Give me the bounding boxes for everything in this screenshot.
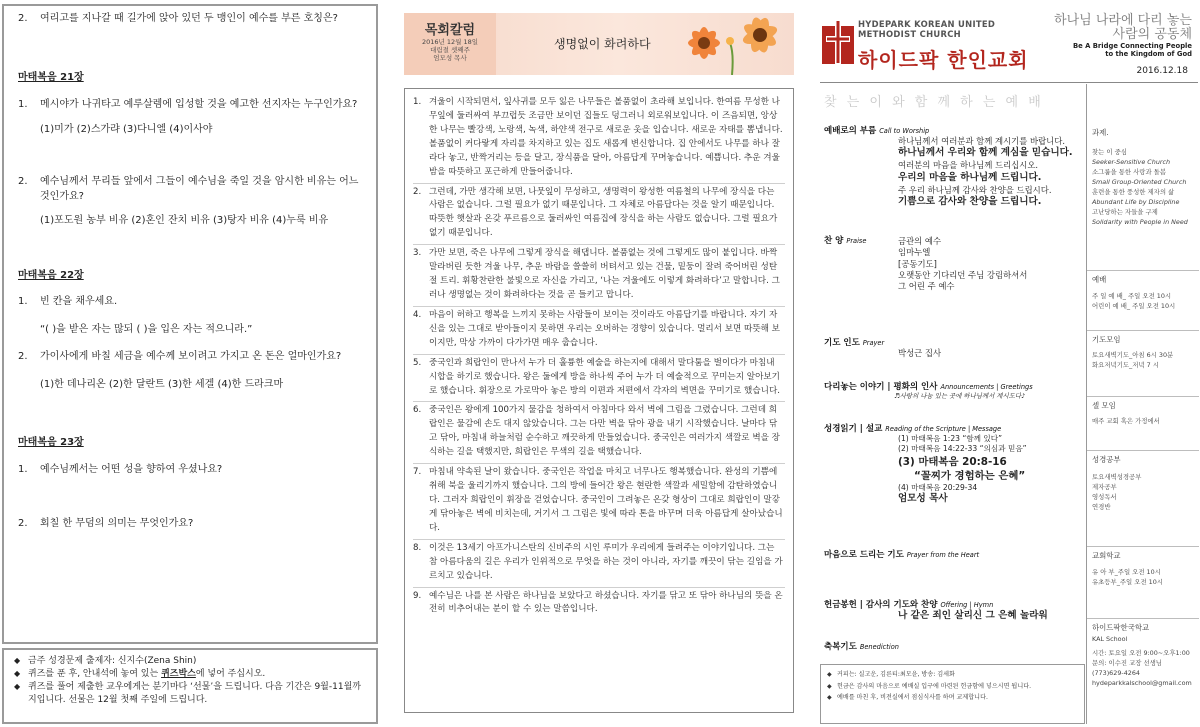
column-header (404, 13, 794, 75)
note-item: ◆ 퀴즈를 풀어 제출한 교우에게는 분기마다 ‘선물’을 드립니다. 다음 기간은 9월-11월까지입니다. 선물은 12월 첫째 주일에 드립니다. (14, 681, 366, 707)
scripture-message: 성경읽기 | 설교 Reading of the Scripture | Message (1) 마태복음 1:23 “함께 있다” (2) 마태복음 14:22-33 “의심과 믿음” (3) 마태복음 20:8-16 “꼴찌가 경험하는 은혜” (4) 마태복음 20:29-34 엄모성 목사 (824, 424, 1027, 504)
question-text: 여리고를 지나갈 때 길가에 앉아 있던 두 맹인이 예수를 부른 호칭은? (40, 13, 338, 24)
column-body (404, 88, 794, 713)
quiz-section-title: 마태복음 22장 (18, 269, 84, 281)
column-paragraph: 9. 예수님은 나를 본 사람은 하나님을 보았다고 하셨습니다. 자기를 닦고 또 닦아 하나님의 뜻을 온전히 비추어내는 분이 할 수 있는 말씀입니다. (413, 590, 783, 615)
column-author: 엄모성 목사 (433, 54, 467, 63)
flower-decoration-icon (672, 13, 790, 75)
quiz-question (18, 12, 362, 27)
quiz-section-title: 마태복음 23장 (18, 437, 84, 448)
column-paragraph: 3. 가만 보면, 죽은 나무에 그렇게 장식을 해댑니다. 볼품없는 것에 그렇게도 많이 붙입니다. 바짝 말라버린 듯한 겨울 나무, 추운 바람을 쓸쓸히 버텨서고 있는 건물, 밑둥이 잘려 죽어버린 성탄절 트리. 휘황찬란한 불빛으로 자신을 가리고, ‘나는 겨울에도 이렇게 화려하다’고 말합니다. 그러나 생명없는 것이 화려하다는 것을 곧 들키고 맙니다. (413, 245, 785, 307)
sidebar-cell-group: 셀 모임 매주 교회 혹은 가정에서 (1087, 396, 1199, 430)
prayer-from-heart: 마음으로 드리는 기도 Prayer from the Heart (824, 550, 980, 560)
column-paragraph: 1. 겨울이 시작되면서, 잎사귀를 모두 잃은 나무들은 볼품없이 초라해 보입니다. 한여름 무성한 나무잎에 둘러싸여 부끄럽듯 조금만 보이던 집들도 덩그러니 외로워보입니다. 이 즈음되면, 앙상한 나무는 빨강색, 노랑색, 녹색, 하얀색 전구로 새로운 옷을 입습니다. 새로운 자태를 뽐냅니다. 볼품없이 커다랗게 자리를 차지하고 있는 집도 새롭게 변신합니다. 집 안에서도 나무를 하나 잘라다 놓고, 반짝거리는 등을 달고, 장식품을 달아, 아름답게 꾸며놓습니다. 예쁩니다. 추운 겨울 밤을 따뜻하고 포근하게 만들어줍니다. (413, 94, 785, 184)
church-info-sidebar (1086, 84, 1198, 724)
sidebar-korean-school: 하이드팍한국학교 KAL School 시간: 토요일 오전 9:00~오후1:00 문의: 이수진 교장 선생님 (773)629-4264 hydeparkkalschool@gmail.com (1087, 618, 1199, 692)
church-header (820, 14, 1198, 82)
quiz-question: 1. 예수님께서는 어떤 성을 향하여 우셨나요? (18, 463, 223, 475)
offering-hymn: 헌금봉헌 | 감사의 기도와 찬양 Offering | Hymn 나 같은 죄인 살리신 그 은혜 놀라워 (824, 600, 1048, 621)
diamond-bullet-icon: ◆ (827, 682, 832, 690)
praise: 찬 양 Praise 금관의 예수 임마누엘 [공동기도] 오랫동안 기다리던 주님 강림하셔서 그 어린 주 예수 (824, 236, 1028, 292)
column-paragraph: 6. 중국인은 왕에게 100가지 물감을 청하여서 아침마다 와서 벽에 그림을 그렸습니다. 그런데 희랍인은 물감에 손도 대지 않았습니다. 그는 다만 벽을 닦아 광을 내기 시작했습니다. 날마다 닦고 닦아, 마침내 하늘처럼 순수하고 깨끗하게 만들었습니다. 중국인은 여러가지 색깔로 벽을 장식하는 길을 택했지만, 희랍인은 무색의 길을 택했습니다. (413, 402, 785, 464)
diamond-bullet-icon: ◆ (827, 694, 832, 702)
column-paragraph: 4. 마음이 허하고 행복을 느끼지 못하는 사람들이 보이는 것이라도 아름답기를 바랍니다. 자기 자신을 있는 그대로 받아들이지 못하면 우리는 오버하는 경향이 있습니다. 멀리서 보면 따뜻해 보이지만, 막상 가까이 다가가면 매우 춥습니다. (413, 307, 785, 355)
diamond-bullet-icon: ◆ (14, 682, 21, 692)
bulletin-date: 2016.12.18 (1136, 66, 1188, 76)
note-item: ◆ 퀴즈를 푼 후, 안내석에 놓여 있는 퀴즈박스에 넣어 주십시오. (14, 668, 366, 681)
column-paragraph: 8. 이것은 13세기 아프가니스탄의 신비주의 시인 루미가 우리에게 들려주는 이야기입니다. 그는 참 아름다움의 길은 우리가 인위적으로 무엇을 하는 것이 아니라, 자기를 깨끗이 닦는 길임을 가르치고 있습니다. (413, 540, 785, 588)
church-name-english: HYDEPARK KOREAN UNITED METHODIST CHURCH (858, 19, 996, 40)
call-to-worship: 예배로의 부름 Call to Worship 하나님께서 여러분과 함께 계시기를 바랍니다. 하나님께서 우리와 함께 계심을 믿습니다. 여러분의 마음을 하나님께 드리십시오. 우리의 마음을 하나님께 드립니다. 주 우리 하나님께 감사와 찬양을 드립시다. 기쁨으로 감사와 찬양을 드립니다. (824, 126, 1073, 207)
worship-notes-box: ◆ 커피는: 실고운, 김른티:최모윤, 방송: 김세화 ◆ 헌금은 감사의 마음으로 예배실 입구에 마련된 헌금함에 넣으시면 됩니다. ◆ 예배를 마친 후, 비전실에서 점심식사를 하며 교제합니다. (820, 664, 1085, 724)
column-paragraph: 7. 마침내 약속된 날이 왔습니다. 중국인은 작업을 마치고 너무나도 행복했습니다. 완성의 기쁨에 취해 북을 울리기까지 했습니다. 그의 방에 들어간 왕은 현란한 색깔과 세밀함에 감탄하였습니다. 그러자 희랍인이 휘장을 걷었습니다. 중국인이 그려놓은 온갖 형상이 그대로 희랍인이 말갛게 닦아놓은 벽에 비치는데, 거기서 그 그림은 빛에 따라 톤을 바꾸며 더욱 아름답게 살아났습니다. (413, 464, 785, 540)
quiz-options: “( )을 받은 자는 많되 ( )을 입은 자는 적으니라.” (40, 323, 253, 335)
quiz-question: 2. 가이사에게 바칠 세금을 예수께 보이려고 가지고 온 돈은 얼마인가요? (18, 351, 342, 362)
quiz-options: (1)한 데나리온 (2)한 달란트 (3)한 세겔 (4)한 드라크마 (40, 378, 284, 390)
quiz-section-title: 마태복음 21장 (18, 71, 84, 83)
sidebar-prayer-meetings: 기도모임 토요새벽기도_아침 6시 30분 화요저녁기도_저녁 7 시 (1087, 330, 1199, 374)
quiz-question: 2. 회칠 한 무덤의 의미는 무엇인가요? (18, 518, 194, 529)
diamond-bullet-icon: ◆ (14, 669, 21, 679)
diamond-bullet-icon: ◆ (14, 656, 21, 665)
column-paragraph: 2. 그런데, 가만 생각해 보면, 나뭇잎이 무성하고, 생명력이 왕성한 여름철의 나무에 장식을 다는 사람은 없습니다. 그럴 필요가 없기 때문입니다. 그 자체로 아름답다는 것을 알기 때문입니다. 따뜻한 햇살과 온갖 푸르름으로 둘러싸인 여름집에 장식을 하는 사람도 없습니다. 그럴 필요가 없기 때문입니다. (413, 184, 785, 246)
sidebar-worship: 예배 주 일 예 배_ 주일 오전 10시 어린이 예 배_ 주일 오전 10시 (1087, 270, 1199, 315)
note-item: ◆ 금주 성경문제 출제자: 신지수(Zena Shin) (14, 655, 366, 668)
quiz-question: 1. 메시야가 나귀타고 예루살렘에 입성할 것을 예고한 선지자는 누구인가요? (18, 99, 358, 110)
sidebar-tasks: 과제. 찾는 이 중심 Seeker-Sensitive Church 소그룹을 통한 사랑과 돌봄 Small Group-Oriented Church 훈련을 통한 풍성한 제자의 삶 Abundant Life by Discipline 고난당하는 자들을 구제 Solidarity with People in Need (1092, 128, 1188, 226)
sidebar-church-school: 교회학교 유 아 부_주일 오전 10시 유초등부_주일 오전 10시 (1087, 546, 1199, 591)
column-label-box (404, 13, 496, 75)
column-season: 대림절 셋째주 (430, 46, 470, 55)
quiz-box-label: 퀴즈박스 (161, 669, 196, 680)
sidebar-bible-study: 성경공부 토요새벽성경공부 제자공부 영성독서 연경반 (1087, 450, 1199, 516)
diamond-bullet-icon: ◆ (827, 671, 832, 678)
announcements-greetings: 다리놓는 이야기 | 평화의 인사 Announcements | Greetings ♬사랑의 나눔 있는 곳에 하나님께서 계시도다♪ (824, 382, 1033, 400)
church-motto-english: Be A Bridge Connecting People to the Kingdom of God (1072, 42, 1192, 59)
worship-banner: 찾 는 이 와 함 께 하 는 예 배 (824, 95, 1044, 110)
quiz-question: 2. 예수님께서 무리들 앞에서 그들이 예수님을 죽일 것을 암시한 비유는 어느 것인가요? (18, 176, 359, 202)
cross-logo-icon (822, 20, 854, 64)
church-name-korean: 하이드팍 한인교회 (858, 48, 1029, 72)
prayer-leader: 기도 인도 Prayer 박성근 집사 (824, 338, 942, 358)
church-motto-korean: 하나님 나라에 다리 놓는 사람의 공동체 (1054, 13, 1192, 42)
quiz-notes-box (2, 648, 378, 724)
quiz-question: 1. 빈 칸을 채우세요. (18, 296, 118, 307)
column-label: 목회칼럼 (424, 23, 476, 38)
column-paragraph: 5. 중국인과 희랍인이 만나서 누가 더 훌륭한 예술을 하는지에 대해서 말다툼을 벌이다가 마침내 시합을 하기로 했습니다. 왕은 둘에게 방을 하나씩 주어 누가 더 예술적으로 꾸미는지 알아보기로 했습니다. 휘장으로 가로막아 놓은 방의 이편과 저편에서 각자의 벽면을 꾸미기로 했습니다. (413, 355, 785, 403)
question-number: 2. (18, 13, 28, 24)
column-title: 생명없이 화려하다 (554, 37, 651, 51)
column-date: 2016년 12월 18일 (421, 38, 479, 46)
benediction: 축복기도 Benediction (824, 642, 899, 652)
header-divider (820, 82, 1198, 83)
order-of-worship (820, 84, 1085, 664)
quiz-options: (1)미가 (2)스가랴 (3)다니엘 (4)이사야 (40, 123, 213, 135)
bible-quiz-panel (2, 4, 378, 644)
quiz-options: (1)포도원 농부 비유 (2)혼인 잔치 비유 (3)탕자 비유 (4)누룩 비유 (40, 215, 329, 226)
